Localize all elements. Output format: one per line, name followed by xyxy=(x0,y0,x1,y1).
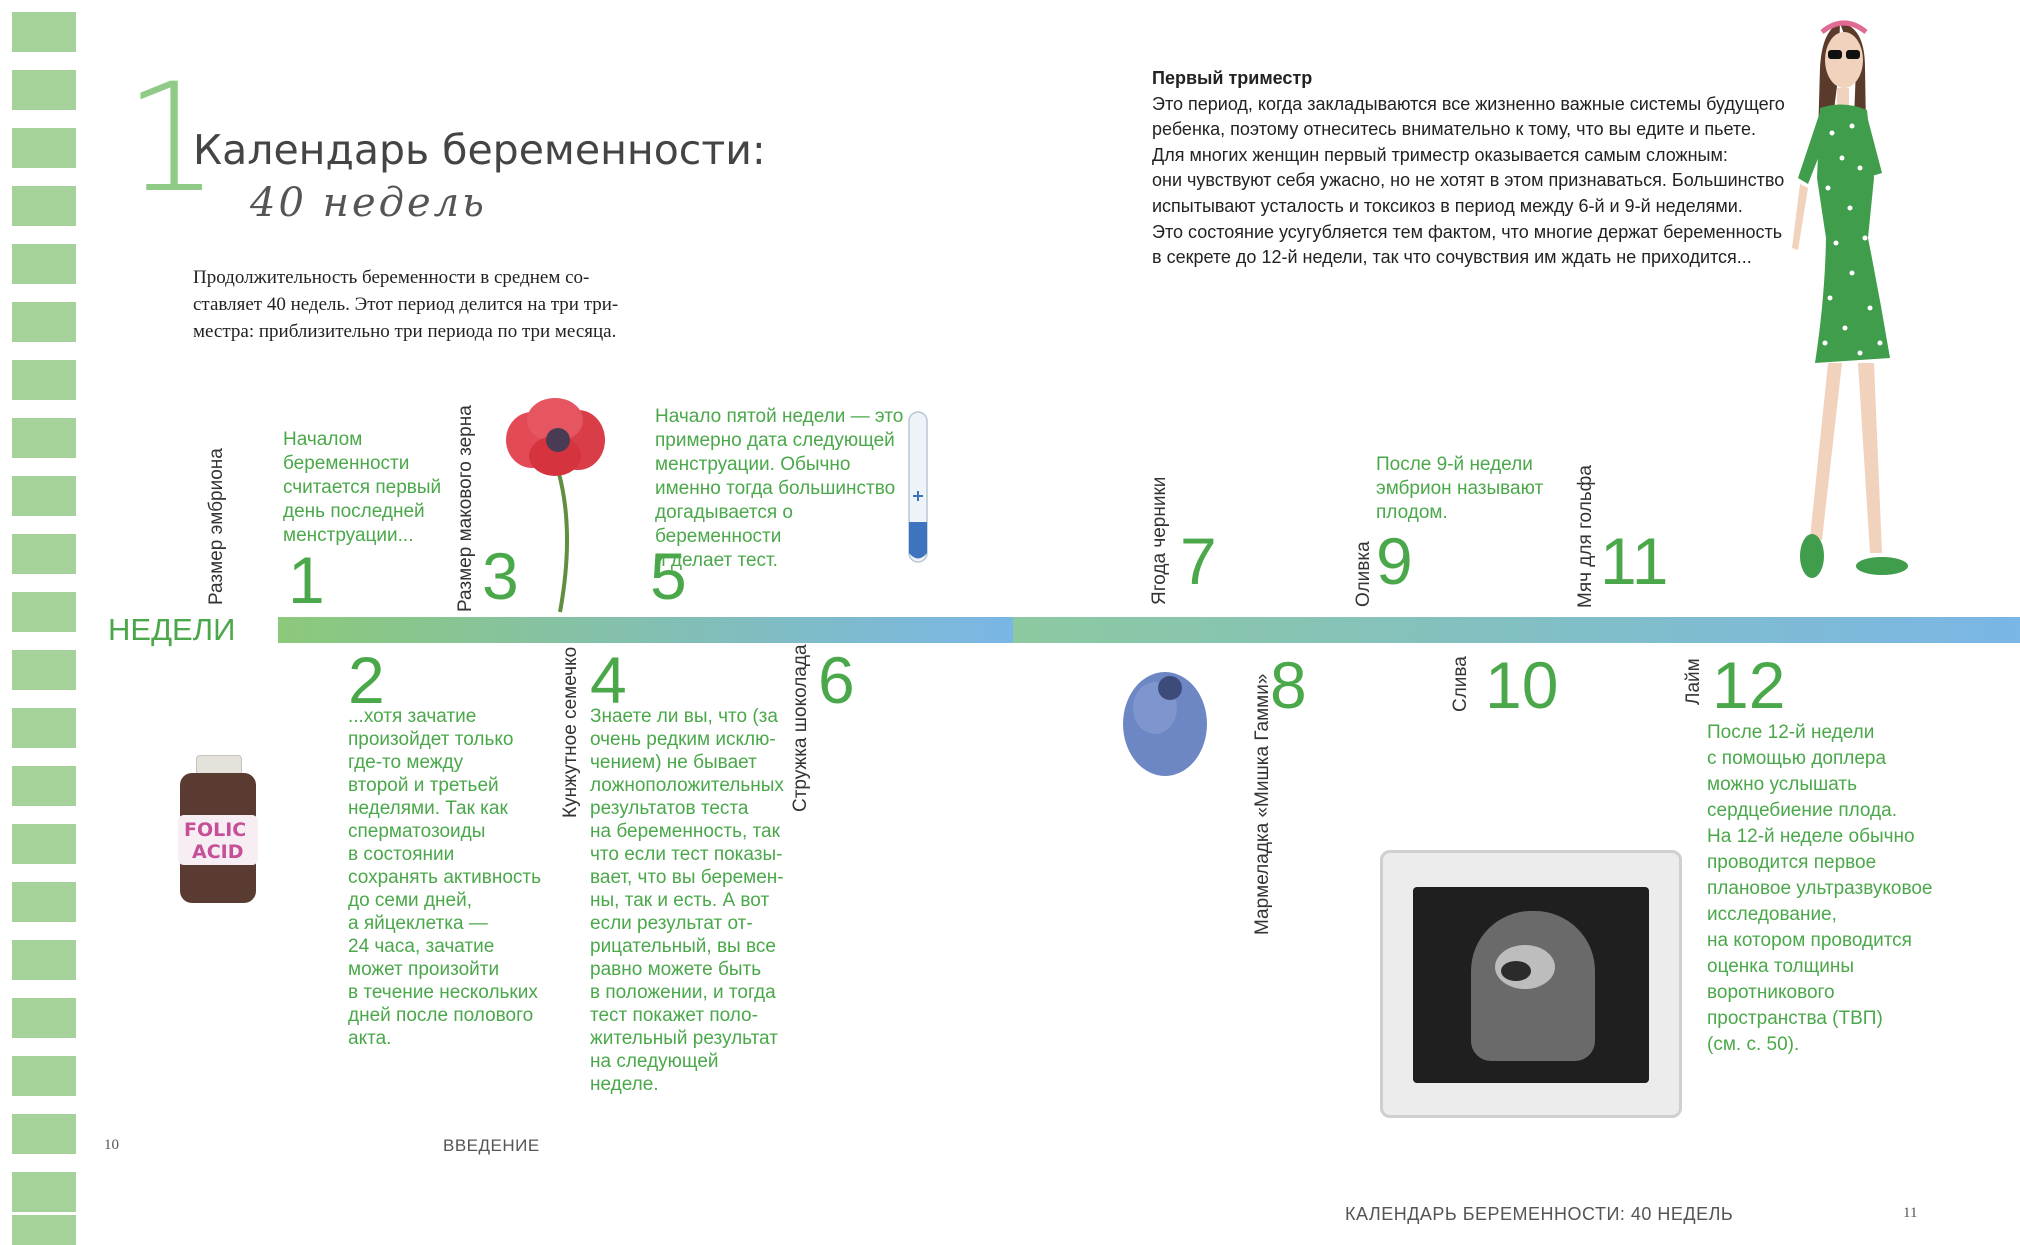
note-line: в положении, и тогда xyxy=(590,982,776,1003)
note-line: менструации... xyxy=(283,525,414,546)
week-11-label: Мяч для гольфа xyxy=(1575,465,1596,608)
note-line: может произойти xyxy=(348,959,500,980)
week-4-number: 4 xyxy=(590,643,627,717)
note-line: оценка толщины xyxy=(1707,956,1854,977)
note-line: до семи дней, xyxy=(348,890,472,911)
note-line: сперматозоиды xyxy=(348,821,486,842)
note-line: произойдет только xyxy=(348,729,514,750)
week-9-number: 9 xyxy=(1376,524,1413,598)
trimester-line: в секрете до 12-й недели, так что сочувствия им ждать не приходится... xyxy=(1152,247,1752,268)
ultrasound-image xyxy=(1380,850,1682,1118)
trimester-line: Это период, когда закладываются все жизненно важные системы будущего xyxy=(1152,93,1785,114)
page-subtitle: 40 недель xyxy=(250,180,487,226)
note-line: Началом xyxy=(283,429,363,450)
week-4-label: Кунжутное семечко xyxy=(560,646,581,818)
week-4-note xyxy=(590,705,790,1096)
blueberry-icon xyxy=(1120,668,1210,780)
note-line: если результат от- xyxy=(590,913,753,934)
note-line: тест покажет поло- xyxy=(590,1005,758,1026)
note-line: воротникового xyxy=(1707,982,1835,1003)
section-name-left: ВВЕДЕНИЕ xyxy=(443,1136,540,1155)
note-line: день последней xyxy=(283,501,425,522)
jar-label-line: FOLIC xyxy=(184,819,247,841)
trimester-line: они чувствуют себя ужасно, но не хотят в этом признаваться. Большинство xyxy=(1152,170,1785,191)
note-line: очень редким исклю- xyxy=(590,729,776,750)
intro-line: ставляет 40 недель. Этот период делится на три три- xyxy=(193,294,619,315)
note-line: 24 часа, зачатие xyxy=(348,936,495,957)
week-8-number: 8 xyxy=(1270,648,1307,722)
week-5-number: 5 xyxy=(650,539,687,613)
week-7-label: Ягода черники xyxy=(1149,476,1170,605)
chapter-number: 1 xyxy=(124,52,220,226)
note-line: и делает тест. xyxy=(655,550,778,571)
note-line: можно услышать xyxy=(1707,774,1857,795)
week-2-number: 2 xyxy=(348,643,385,717)
week-1-number: 1 xyxy=(288,543,325,617)
week-5-note xyxy=(655,405,905,573)
section-name-right: КАЛЕНДАРЬ БЕРЕМЕННОСТИ: 40 НЕДЕЛЬ xyxy=(1345,1204,1734,1224)
note-line: на следующей неделе. xyxy=(590,1051,719,1095)
week-8-label: Мармеладка «Мишка Гамми» xyxy=(1252,673,1273,935)
week-12-note xyxy=(1707,720,1937,1058)
note-line: жительный результат xyxy=(590,1028,778,1049)
poppy-icon xyxy=(500,390,610,620)
intro-line: местра: приблизительно три периода по три месяца. xyxy=(193,321,617,342)
note-line: пространства (ТВП) xyxy=(1707,1008,1883,1029)
note-line: примерно дата следующей xyxy=(655,430,895,451)
note-line: исследование, xyxy=(1707,904,1837,925)
note-line: с помощью доплера xyxy=(1707,748,1887,769)
page-title: Календарь беременности: xyxy=(193,126,766,174)
note-line: После 12-й недели xyxy=(1707,722,1875,743)
note-line: Начало пятой недели — это xyxy=(655,406,904,427)
note-line: догадывается о беременности xyxy=(655,502,793,547)
note-line: рицательный, вы все xyxy=(590,936,776,957)
note-line: ложноположительных xyxy=(590,775,784,796)
note-line: чением) не бывает xyxy=(590,752,757,773)
note-line: сердцебиение плода. xyxy=(1707,800,1897,821)
note-line: беременности xyxy=(283,453,410,474)
week-6-number: 6 xyxy=(818,643,855,717)
week-10-label: Слива xyxy=(1450,656,1471,712)
note-line: вает, что вы беремен- xyxy=(590,867,784,888)
timeline-label: НЕДЕЛИ xyxy=(108,612,236,647)
trimester-line: Для многих женщин первый триместр оказывается самым сложным: xyxy=(1152,144,1728,165)
woman-illustration xyxy=(1770,8,1920,598)
week-1-note xyxy=(283,428,443,548)
note-line: второй и третьей xyxy=(348,775,499,796)
note-line: на беременность, так xyxy=(590,821,780,842)
jar-label-line: ACID xyxy=(192,841,244,863)
trimester-block xyxy=(1152,66,1792,271)
week-9-label: Оливка xyxy=(1353,541,1374,607)
trimester-line: ребенка, поэтому отнеситесь внимательно к тому, что вы едите и пьете. xyxy=(1152,119,1756,140)
trimester-heading: Первый триместр xyxy=(1152,68,1313,88)
note-line: плодом. xyxy=(1376,502,1448,523)
note-line: дней после полового xyxy=(348,1005,534,1026)
week-2-note xyxy=(348,705,548,1050)
note-line: акта. xyxy=(348,1028,392,1049)
week-10-number: 10 xyxy=(1485,648,1559,722)
page-number-right: 11 xyxy=(1903,1205,1918,1221)
note-line: ...хотя зачатие xyxy=(348,706,477,727)
note-line: на котором проводится xyxy=(1707,930,1912,951)
note-line: где-то между xyxy=(348,752,464,773)
note-line: равно можете быть xyxy=(590,959,762,980)
note-line: Знаете ли вы, что (за xyxy=(590,706,778,727)
intro-paragraph xyxy=(193,264,663,345)
note-line: считается первый xyxy=(283,477,442,498)
week-1-label: Размер эмбриона xyxy=(206,448,227,605)
note-line: менструации. Обычно xyxy=(655,454,851,475)
note-line: неделями. Так как xyxy=(348,798,508,819)
note-line: На 12-й неделе обычно xyxy=(1707,826,1915,847)
week-12-label: Лайм xyxy=(1683,658,1704,705)
trimester-line: испытывают усталость и токсикоз в период между 6-й и 9-й неделями. xyxy=(1152,195,1743,216)
note-line: После 9-й недели xyxy=(1376,454,1533,475)
note-line: а яйцеклетка — xyxy=(348,913,488,934)
page-number-left: 10 xyxy=(104,1137,119,1153)
week-12-number: 12 xyxy=(1712,648,1786,722)
timeline-bar xyxy=(278,617,1013,643)
note-line: результатов теста xyxy=(590,798,749,819)
intro-line: Продолжительность беременности в среднем со- xyxy=(193,267,590,288)
test-tube-icon xyxy=(906,410,930,566)
timeline-bar xyxy=(1013,617,2020,643)
week-7-number: 7 xyxy=(1180,524,1217,598)
note-line: ны, так и есть. А вот xyxy=(590,890,770,911)
note-line: сохранять активность xyxy=(348,867,542,888)
note-line: в состоянии xyxy=(348,844,455,865)
week-3-number: 3 xyxy=(482,539,519,613)
note-line: (см. с. 50). xyxy=(1707,1034,1800,1055)
note-line: в течение нескольких xyxy=(348,982,538,1003)
week-6-label: Стружка шоколада xyxy=(790,644,811,812)
week-9-note xyxy=(1376,453,1576,525)
trimester-line: Это состояние усугубляется тем фактом, что многие держат беременность xyxy=(1152,221,1783,242)
week-3-label: Размер макового зерна xyxy=(455,405,476,612)
note-line: плановое ультразвуковое xyxy=(1707,878,1933,899)
note-line: именно тогда большинство xyxy=(655,478,896,499)
folic-acid-jar xyxy=(176,755,260,905)
note-line: что если тест показы- xyxy=(590,844,783,865)
note-line: проводится первое xyxy=(1707,852,1877,873)
week-11-number: 11 xyxy=(1600,524,1669,598)
note-line: эмбрион называют xyxy=(1376,478,1544,499)
